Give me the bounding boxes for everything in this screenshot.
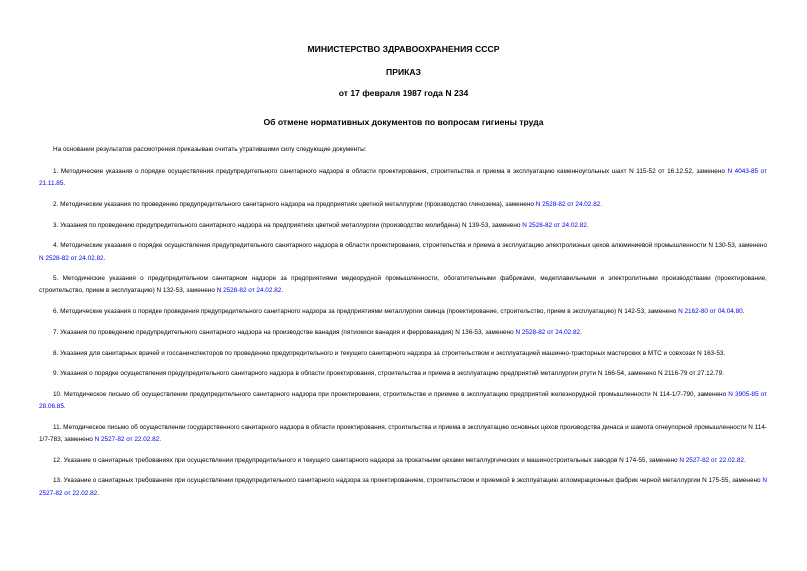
ministry-heading: МИНИСТЕРСТВО ЗДРАВООХРАНЕНИЯ СССР	[307, 44, 500, 54]
item-text: 4. Методические указания о порядке осуществления предупредительного санитарного надзора в области проектирования, строительства и приема в эксплуатацию электролизных цехов алюминиевой промышленности N 130-53, заменено	[53, 242, 767, 250]
item-tail: .	[580, 328, 582, 336]
list-item	[39, 455, 767, 467]
list-item	[39, 422, 767, 446]
document-type-heading: ПРИКАЗ	[386, 67, 421, 77]
item-tail: .	[743, 456, 746, 464]
item-text: 1. Методические указания о порядке осуществления предупредительного санитарного надзора в области проектирования, строительства и приема в эксплуатацию каменноугольных шахт N 115-52 от 16.12.52, заменено	[53, 168, 728, 175]
document-title: Об отмене нормативных документов по вопросам гигиены труда	[263, 117, 544, 127]
item-text: 3. Указания по проведению предупредительного санитарного надзора на предприятиях цветной металлургии (производство молибдена) N 139-53, заменено	[53, 221, 523, 229]
item-text: 2. Методические указания по проведению предупредительного санитарного надзора на предприятиях цветной металлургии (производство глинозема), заменено	[53, 200, 536, 208]
list-item	[39, 240, 767, 264]
item-text: 7. Указания по проведению предупредительного санитарного надзора на производстве ванадия (пятиокиси ванадия и феррованадия) N 136-53, заменено	[53, 328, 516, 336]
item-text: 6. Методические указания о порядке проведения предупредительного санитарного надзора за предприятиями металлургии свинца (проектирование, строительство, прием в эксплуатацию) N 142-53, заменено	[53, 308, 679, 316]
item-text: 12. Указание о санитарных требованиях при осуществлении предупредительного и текущего санитарного надзора за прокатными цехами металлургических и машиностроительных заводов N 174-55, заменено	[53, 456, 680, 464]
list-item	[39, 368, 767, 380]
item-tail: .	[586, 221, 589, 229]
replacement-link[interactable]: N 2527-82 от 22.02.82	[679, 456, 744, 464]
list-item	[39, 166, 767, 190]
list-item	[39, 389, 767, 413]
item-text: 11. Методическое письмо об осуществлении государственного санитарного надзора в области проектирования, строительства и приема в эксплуатацию основных цехов производства динаса и шамота огнеупорной промышленности N 114-1/7-783, заменено	[39, 423, 767, 444]
replacement-link[interactable]: N 2527-82 от 22.02.82	[39, 477, 767, 497]
replacement-link[interactable]: N 4043-85 от 21.11.85	[39, 168, 767, 188]
item-text: 10. Методическое письмо об осуществлении предупредительного санитарного надзора при проектировании, строительстве и приемке в эксплуатацию предприятий железнорудной промышленности N 114-1/7-790, заменено	[53, 390, 729, 398]
list-item	[39, 199, 767, 211]
intro-paragraph: На основании результатов рассмотрения приказываю считать утратившими силу следующие документы:	[53, 146, 367, 153]
replacement-link[interactable]: N 2528-82 от 24.02.82	[522, 221, 587, 229]
list-item	[39, 475, 767, 499]
replacement-link[interactable]: N 2528-82 от 24.02.82	[216, 287, 282, 295]
item-tail: .	[63, 403, 66, 411]
list-item	[39, 306, 767, 318]
replacement-link[interactable]: N 2162-80 от 04.04.80	[678, 308, 743, 316]
item-text: 13. Указание о санитарных требованиях при осуществлении предупредительного санитарного надзора за проектированием, строительством и приемкой в эксплуатацию агломерационных фабрик черной металлургии N 175-55, заменено	[53, 477, 763, 485]
document-date-heading: от 17 февраля 1987 года N 234	[338, 88, 469, 98]
item-tail: .	[63, 180, 66, 188]
list-item	[39, 327, 767, 339]
item-tail: .	[600, 200, 603, 208]
item-tail: .	[742, 308, 745, 316]
replacement-link[interactable]: N 2528-82 от 24.02.82	[39, 254, 104, 262]
replacement-link[interactable]: N 3905-85 от 28.06.85	[39, 390, 767, 411]
item-text: 5. Методические указания о предупредительном санитарном надзоре за предприятиями медеорудной промышленности, обогатительными фабриками, медеплавильными и электролитными производствами (проектирование, строительство, прием в эксплуатацию) N 132-53, заменено	[39, 275, 767, 295]
replacement-link[interactable]: N 2528-82 от 24.02.82	[535, 200, 601, 208]
list-item	[39, 348, 767, 360]
item-text: 9. Указания о порядке осуществления предупредительного санитарного надзора в области проектирования, строительства и приема в эксплуатацию предприятий металлургии ртути N 166-54, заменено N 2116-79 от 27.12.79.	[53, 370, 724, 378]
item-tail: .	[159, 436, 162, 444]
item-tail: .	[97, 489, 100, 497]
item-tail: .	[281, 287, 284, 295]
replacement-link[interactable]: N 2528-82 от 24.02.82	[515, 328, 581, 336]
items-list	[39, 166, 767, 500]
item-text: 8. Указания для санитарных врачей и госсанинспекторов по проведению предупредительного и текущего санитарного надзора за строительством и эксплуатацией машинно-тракторных мастерских в МТС и совхозах N 163-53.	[53, 349, 726, 357]
replacement-link[interactable]: N 2527-82 от 22.02.82	[94, 436, 160, 444]
list-item	[39, 220, 767, 232]
item-tail: .	[103, 254, 106, 262]
list-item	[39, 273, 767, 297]
